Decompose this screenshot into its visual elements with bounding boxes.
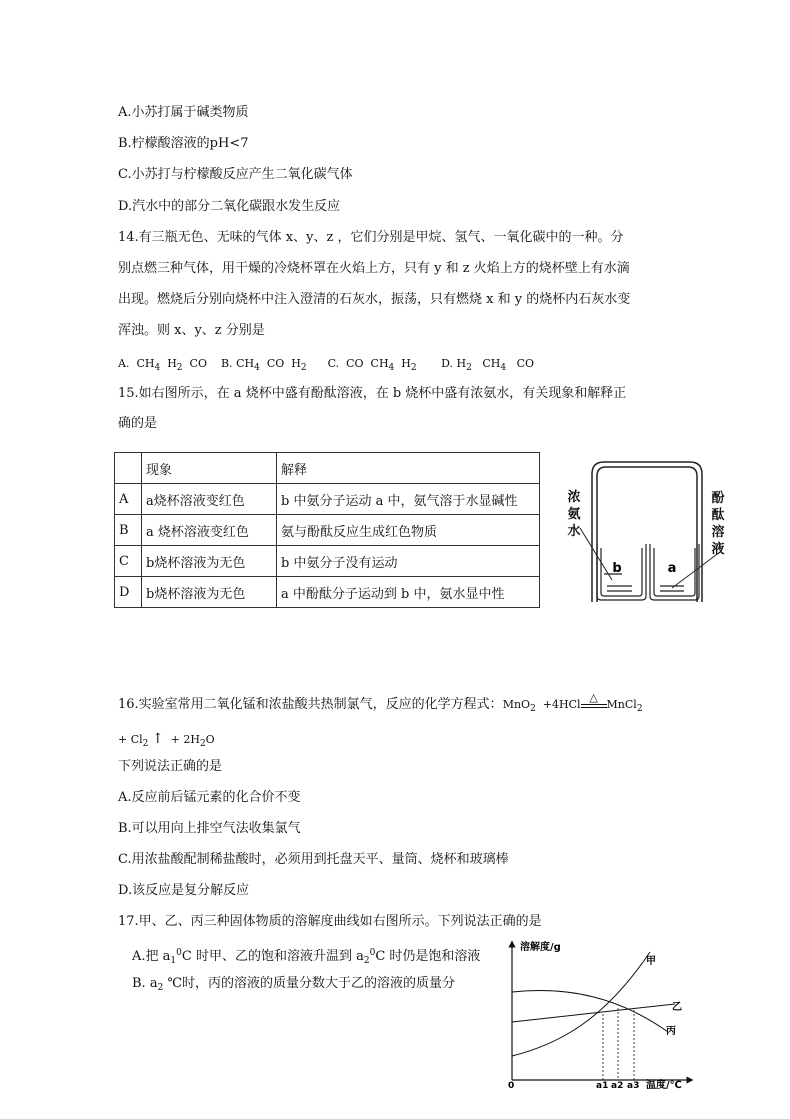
q16-equation-line-2: + $Cl_2$ ↑ + $2H_2O$ bbox=[118, 731, 215, 749]
label-pointer-left bbox=[580, 528, 612, 580]
reaction-condition bbox=[581, 691, 607, 708]
q17-option-b: B. $a_2$ ℃时，丙的溶液的质量分数大于乙的溶液的质量分 bbox=[132, 976, 455, 993]
table-header-row bbox=[115, 453, 540, 484]
tick-label-a3: a3 bbox=[627, 1081, 640, 1091]
q15-table bbox=[114, 452, 540, 608]
q13-option-a: A.小苏打属于碱类物质 bbox=[118, 105, 249, 120]
curve-label-jia: 甲 bbox=[646, 956, 656, 967]
heat-symbol-icon: △ bbox=[589, 691, 598, 704]
tick-label-a2: a2 bbox=[611, 1081, 624, 1091]
q17-stem: 17.甲、乙、丙三种固体物质的溶解度曲线如右图所示。下列说法正确的是 bbox=[118, 914, 542, 929]
curve-bing bbox=[512, 991, 668, 1032]
curve-yi bbox=[512, 1004, 675, 1022]
table-cell: b烧杯溶液为无色 bbox=[142, 577, 277, 608]
q14-option-d: D. $H_2$ $CH_4$ CO bbox=[441, 357, 535, 373]
q14-options bbox=[118, 355, 534, 377]
q15-stem-line-1: 15.如右图所示，在 a 烧杯中盛有酚酞溶液，在 b 烧杯中盛有浓氨水，有关现象和解释正 bbox=[118, 386, 627, 401]
table-cell: a烧杯溶液变红色 bbox=[142, 484, 277, 515]
table-row bbox=[115, 546, 540, 577]
table-cell: a 烧杯溶液变红色 bbox=[142, 515, 277, 546]
table-cell: a 中酚酞分子运动到 b 中，氨水显中性 bbox=[277, 577, 540, 608]
x-axis-label: 温度/℃ bbox=[646, 1080, 682, 1091]
curve-label-bing: 丙 bbox=[666, 1026, 676, 1037]
q14-stem-line-3: 出现。燃烧后分别向烧杯中注入澄清的石灰水，振荡，只有燃烧 x 和 y 的烧杯内石灰水变 bbox=[118, 292, 631, 307]
q14-option-b: B. $CH_4$ CO $H_2$ bbox=[220, 357, 307, 373]
y-axis-label: 溶解度/g bbox=[520, 942, 561, 953]
q16-prompt: 下列说法正确的是 bbox=[118, 759, 223, 774]
phenolphthalein-label: 酚酞溶液 bbox=[711, 491, 725, 557]
q14-stem-line-2: 别点燃三种气体，用干燥的冷烧杯罩在火焰上方，只有 y 和 z 火焰上方的烧杯壁上有水滴 bbox=[118, 261, 630, 276]
q13-option-b: B.柠檬酸溶液的pH<7 bbox=[118, 136, 249, 151]
table-cell: A bbox=[115, 484, 142, 515]
q17-option-a: A.把 $a_1^0C$ 时甲、乙的饱和溶液升温到 $a_2^0C$ 时仍是饱和溶液 bbox=[132, 948, 481, 966]
q16-option-c: C.用浓盐酸配制稀盐酸时，必须用到托盘天平、量筒、烧杯和玻璃棒 bbox=[118, 852, 509, 867]
table-row bbox=[115, 577, 540, 608]
table-cell: b 中氨分子运动 a 中，氨气溶于水显碱性 bbox=[277, 484, 540, 515]
curve-jia bbox=[512, 952, 650, 1056]
q17-solubility-chart bbox=[500, 934, 700, 1092]
q15-stem-line-2: 确的是 bbox=[118, 416, 158, 431]
table-row bbox=[115, 484, 540, 515]
q16-option-b: B.可以用向上排空气法收集氯气 bbox=[118, 821, 301, 836]
q14-option-a: A. $CH_4$ $H_2$ CO bbox=[118, 357, 207, 373]
table-header-cell bbox=[115, 453, 142, 484]
table-cell: D bbox=[115, 577, 142, 608]
table-header-cell: 解释 bbox=[277, 453, 540, 484]
q13-option-c: C.小苏打与柠檬酸反应产生二氧化碳气体 bbox=[118, 167, 353, 182]
curve-label-yi: 乙 bbox=[672, 1002, 682, 1013]
q16-option-a: A.反应前后锰元素的化合价不变 bbox=[118, 790, 301, 805]
q15-beaker-figure bbox=[562, 456, 732, 606]
origin-label: 0 bbox=[508, 1081, 515, 1091]
table-cell: b烧杯溶液为无色 bbox=[142, 546, 277, 577]
ammonia-label: 浓氨水 bbox=[567, 490, 581, 539]
table-cell: b 中氨分子没有运动 bbox=[277, 546, 540, 577]
q16-equation-line-1: 16.实验室常用二氧化锰和浓盐酸共热制氯气，反应的化学方程式：MnO$_2$ +4HCl △ MnCl$_2$ bbox=[118, 691, 643, 714]
table-header-cell: 现象 bbox=[142, 453, 277, 484]
bell-jar bbox=[592, 462, 702, 602]
tick-label-a1: a1 bbox=[596, 1081, 609, 1091]
beaker-b-label: b bbox=[612, 561, 622, 576]
q13-option-d: D.汽水中的部分二氧化碳跟水发生反应 bbox=[118, 199, 341, 214]
table-cell: B bbox=[115, 515, 142, 546]
q14-stem-line-1: 14.有三瓶无色、无味的气体 x、y、z ，它们分别是甲烷、氢气、一氧化碳中的一种。分 bbox=[118, 230, 624, 245]
q16-option-d: D.该反应是复分解反应 bbox=[118, 883, 250, 898]
q14-stem-line-4: 浑浊。则 x、y、z 分别是 bbox=[118, 323, 265, 338]
table-cell: 氨与酚酞反应生成红色物质 bbox=[277, 515, 540, 546]
up-arrow-icon: ↑ bbox=[151, 731, 164, 747]
beaker-a-label: a bbox=[667, 561, 677, 576]
table-cell: C bbox=[115, 546, 142, 577]
table-row bbox=[115, 515, 540, 546]
q14-option-c: C. CO $CH_4$ $H_2$ bbox=[327, 357, 417, 373]
